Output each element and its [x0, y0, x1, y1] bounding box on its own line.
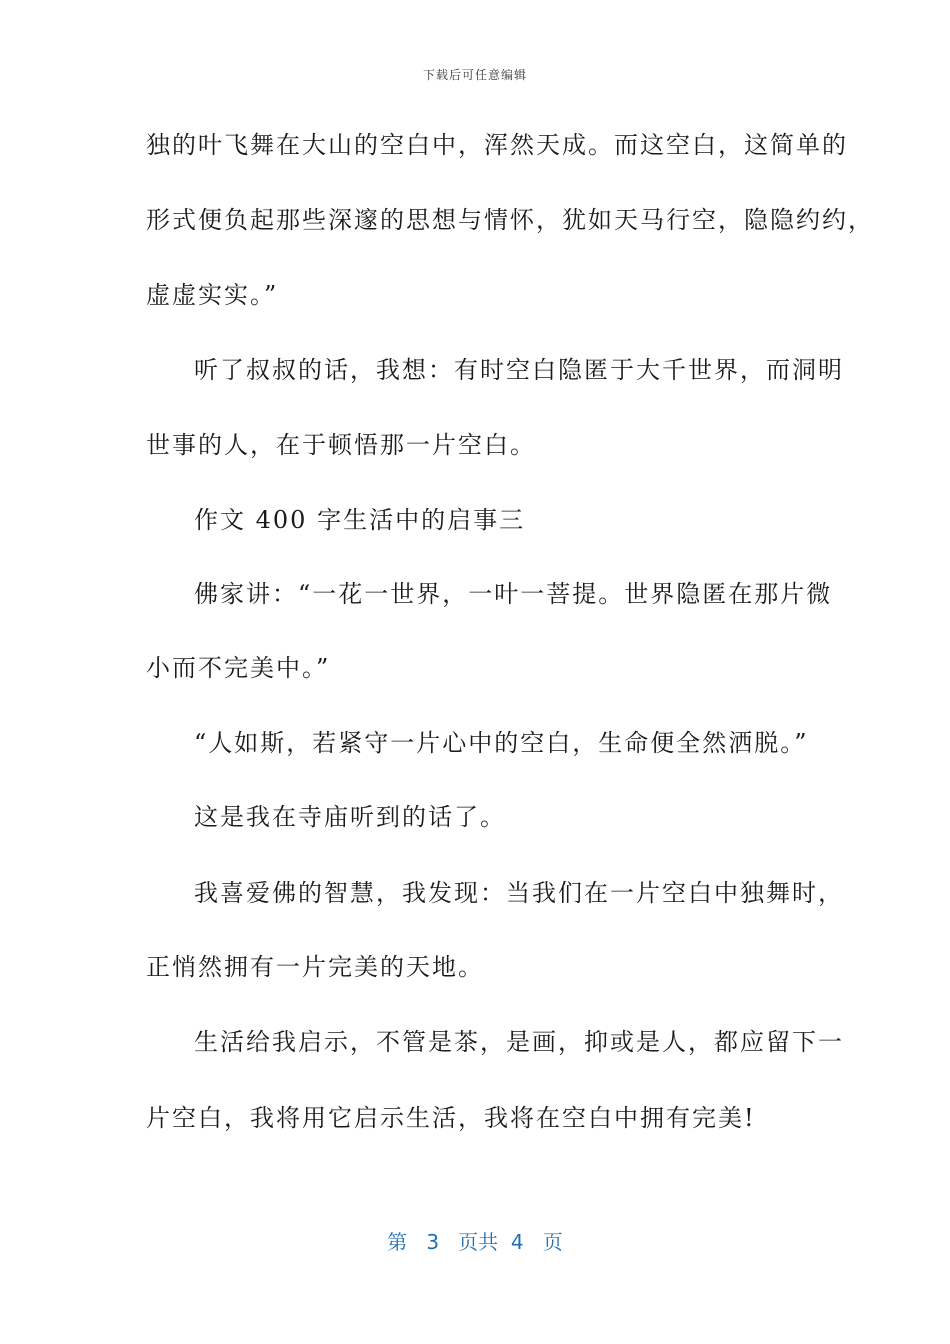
body-line: “人如斯，若紧守一片心中的空白，生命便全然洒脱。”: [194, 729, 809, 757]
body-line: 独的叶飞舞在大山的空白中，浑然天成。而这空白，这简单的: [146, 131, 848, 159]
total-pages-number: 4: [510, 1230, 524, 1254]
body-line: 佛家讲：“一花一世界，一叶一菩提。世界隐匿在那片微: [194, 580, 833, 608]
body-line: 形式便负起那些深邃的思想与情怀，犹如天马行空，隐隐约约，: [146, 206, 874, 234]
header-note: 下载后可任意编辑: [422, 68, 527, 82]
body-line: 片空白，我将用它启示生活，我将在空白中拥有完美!: [146, 1104, 756, 1132]
body-line: 这是我在寺庙听到的话了。: [194, 803, 506, 831]
body-line: 世事的人，在于顿悟那一片空白。: [146, 431, 536, 459]
body-line: 我喜爱佛的智慧，我发现：当我们在一片空白中独舞时，: [194, 879, 844, 907]
body-line: 生活给我启示，不管是茶，是画，抑或是人，都应留下一: [194, 1028, 844, 1056]
page-label-prefix: 第: [387, 1230, 408, 1254]
body-line: 听了叔叔的话，我想：有时空白隐匿于大千世界，而洞明: [194, 356, 844, 384]
section-heading: 作文 400 字生活中的启事三: [194, 506, 526, 534]
current-page-number: 3: [426, 1230, 440, 1254]
page-label-suffix: 页: [542, 1230, 563, 1254]
body-line: 虚虚实实。”: [146, 281, 279, 309]
page-label-mid: 页共: [458, 1230, 499, 1254]
body-line: 小而不完美中。”: [146, 654, 331, 682]
body-line: 正悄然拥有一片完美的天地。: [146, 953, 484, 981]
page-footer: [0, 1226, 950, 1255]
